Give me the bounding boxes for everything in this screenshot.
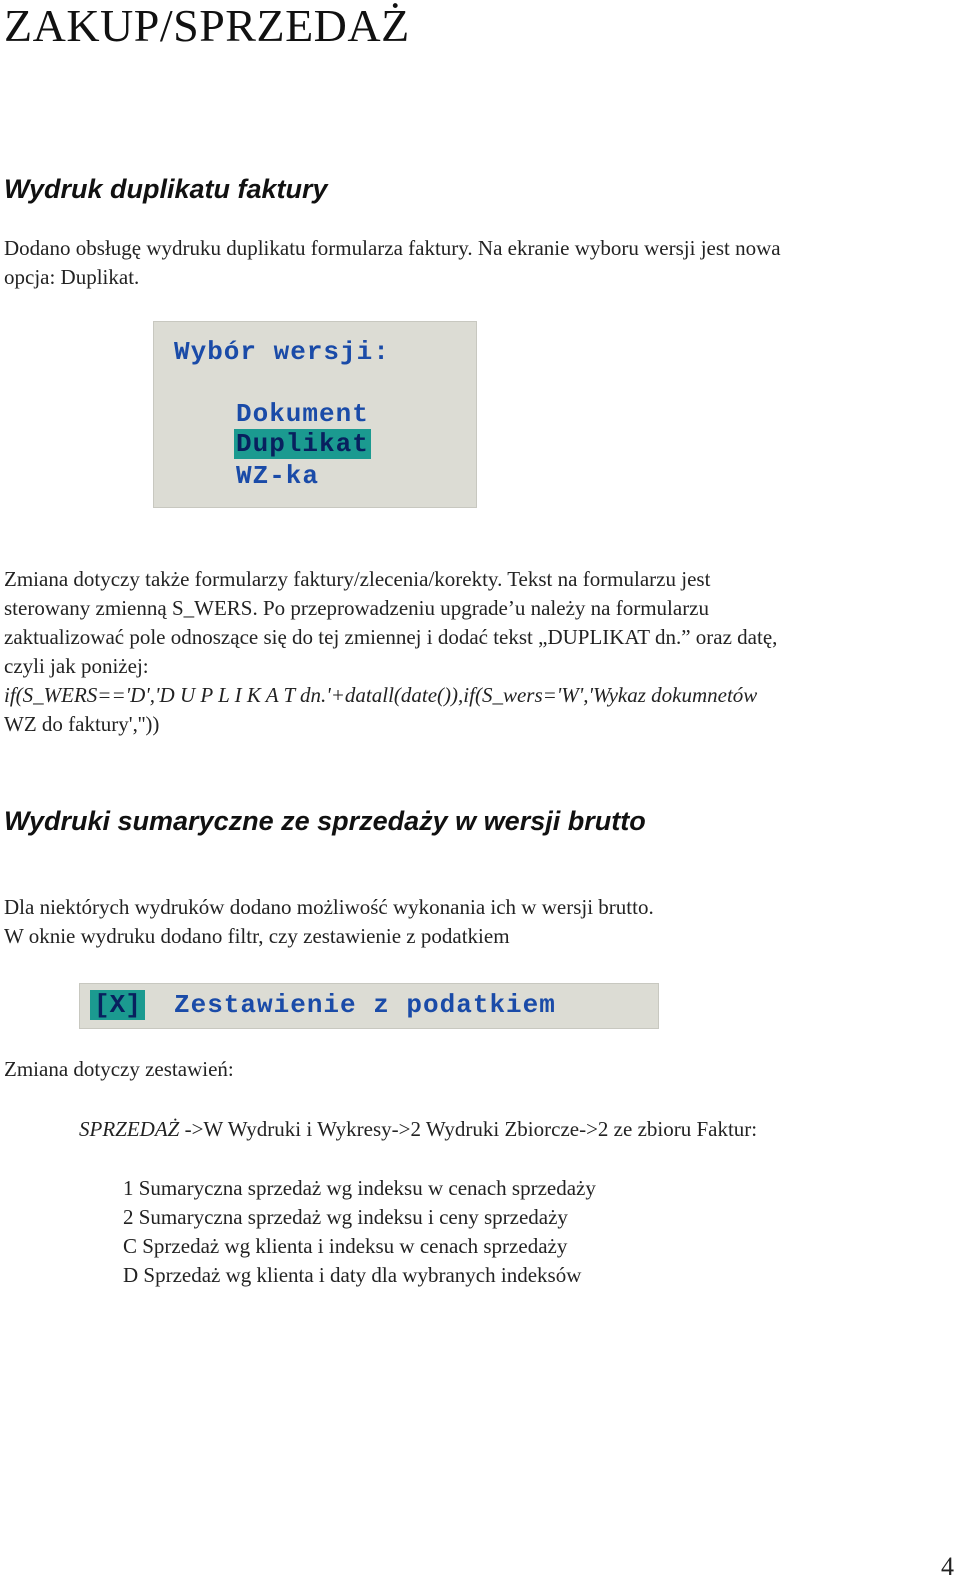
page-title: ZAKUP/SPRZEDAŻ: [4, 0, 410, 51]
menu-path-module: SPRZEDAŻ: [79, 1117, 180, 1141]
code-expression-line: if(S_WERS=='D','D U P L I K A T dn.'+datall(date()),if(S_wers='W','Wykaz dokumnetów: [4, 683, 758, 707]
version-option-duplicate[interactable]: [236, 429, 371, 459]
section2-intro: [4, 893, 654, 951]
list-item: C Sprzedaż wg klienta i indeksu w cenach sprzedaży: [123, 1234, 568, 1258]
version-option-document[interactable]: Dokument: [236, 399, 369, 429]
text-line: zaktualizować pole odnoszące się do tej zmiennej i dodać tekst „DUPLIKAT dn.” oraz datę,: [4, 625, 778, 649]
list-item: 2 Sumaryczna sprzedaż wg indeksu i ceny sprzedaży: [123, 1205, 568, 1229]
selected-highlight: Duplikat: [236, 429, 369, 459]
section1-body: [4, 565, 777, 739]
report-list: [123, 1174, 596, 1290]
tax-filter-screenshot: [79, 983, 659, 1029]
code-expression-line: WZ do faktury','')): [4, 712, 160, 736]
menu-path: [79, 1115, 757, 1144]
menu-path-rest: ->W Wydruki i Wykresy->2 Wydruki Zbiorcze->2 ze zbioru Faktur:: [179, 1117, 758, 1141]
text-line: Dodano obsługę wydruku duplikatu formularza faktury. Na ekranie wyboru wersji jest nowa: [4, 236, 781, 260]
list-item: D Sprzedaż wg klienta i daty dla wybranych indeksów: [123, 1263, 582, 1287]
tax-filter-checkbox[interactable]: [X]: [90, 990, 145, 1020]
section-heading-gross-reports: Wydruki sumaryczne ze sprzedaży w wersji brutto: [4, 806, 646, 836]
list-item: 1 Sumaryczna sprzedaż wg indeksu w cenach sprzedaży: [123, 1176, 596, 1200]
version-selection-header: Wybór wersji:: [174, 337, 390, 367]
tax-filter-label: Zestawienie z podatkiem: [174, 990, 556, 1020]
text-line: opcja: Duplikat.: [4, 265, 140, 289]
text-line: sterowany zmienną S_WERS. Po przeprowadzeniu upgrade’u należy na formularzu: [4, 596, 710, 620]
text-line: W oknie wydruku dodano filtr, czy zestawienie z podatkiem: [4, 924, 510, 948]
section-heading-duplicate-invoice: Wydruk duplikatu faktury: [4, 174, 328, 204]
section1-intro: [4, 234, 781, 292]
version-option-wz[interactable]: WZ-ka: [236, 461, 320, 491]
text-line: Dla niektórych wydruków dodano możliwość wykonania ich w wersji brutto.: [4, 895, 654, 919]
text-line: czyli jak poniżej:: [4, 654, 149, 678]
change-intro: Zmiana dotyczy zestawień:: [4, 1057, 234, 1081]
page-number: 4: [941, 1552, 954, 1581]
version-selection-screenshot: [153, 321, 477, 508]
text-line: Zmiana dotyczy także formularzy faktury/zlecenia/korekty. Tekst na formularzu jest: [4, 567, 711, 591]
